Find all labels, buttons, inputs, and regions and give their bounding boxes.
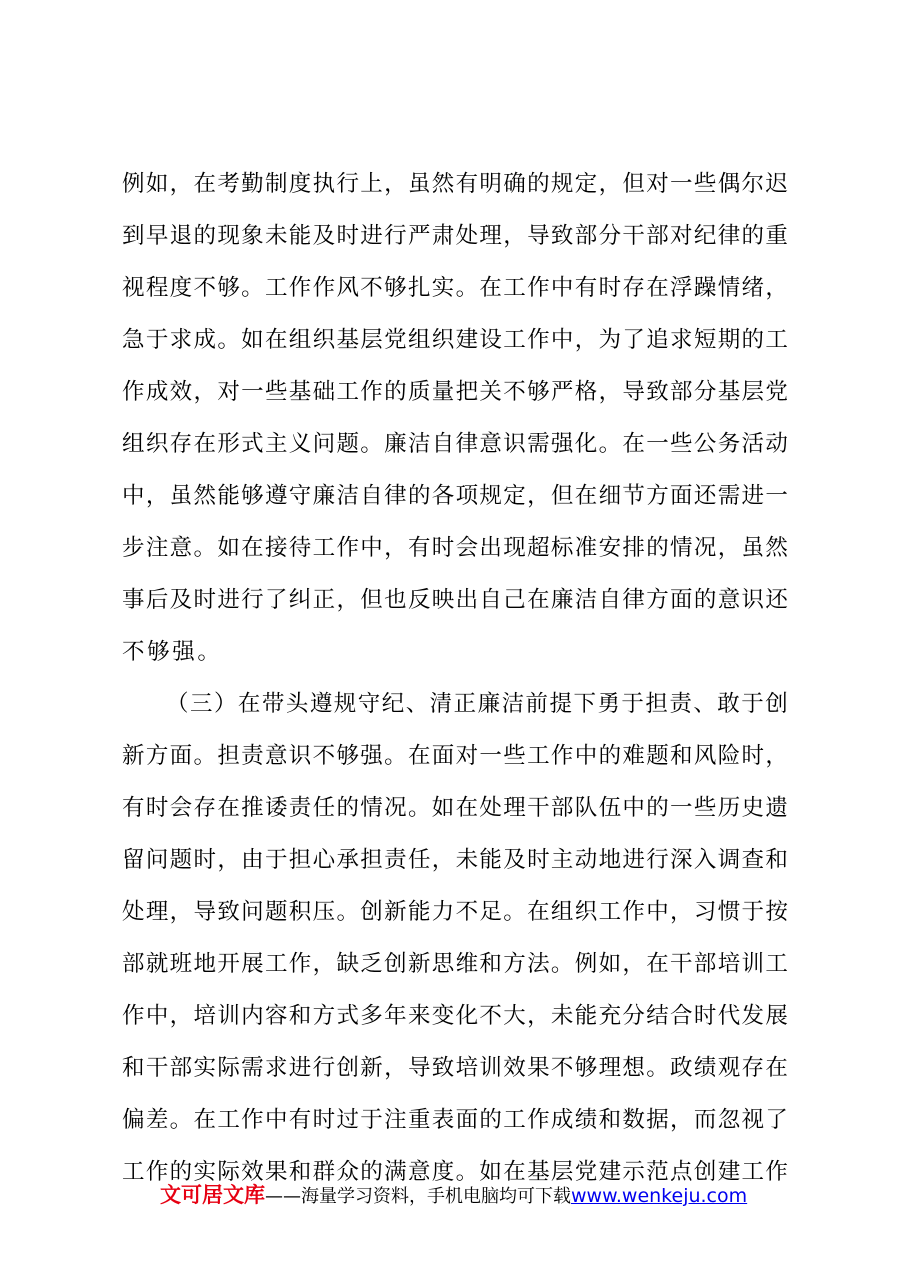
text-line: 处 理 ， 导 致 问 题 积 压 。 创 新 能 力 不 足 。 在 组 织 工 作 中 ， 习 惯 于 按: [122, 899, 788, 925]
text-line: 作 中 ， 培 训 内 容 和 方 式 多 年 来 变 化 不 大 ， 未 能 充 分 结 合 时 代 发 展: [122, 1003, 788, 1029]
text-line: 事 后 及 时 进 行 了 纠 正 ， 但 也 反 映 出 自 己 在 廉 洁 自 律 方 面 的 意 识 还: [122, 587, 788, 613]
text-line: 工 作 的 实 际 效 果 和 群 众 的 满 意 度 。 如 在 基 层 党 建 示 范 点 创 建 工 作: [122, 1159, 788, 1185]
text-line: 留 问 题 时 ， 由 于 担 心 承 担 责 任 ， 未 能 及 时 主 动 地 进 行 深 入 调 查 和: [122, 847, 788, 873]
text-line: 偏 差 。 在 工 作 中 有 时 过 于 注 重 表 面 的 工 作 成 绩 和 数 据 ， 而 忽 视 了: [122, 1107, 788, 1133]
text-line: 到 早 退 的 现 象 未 能 及 时 进 行 严 肃 处 理 ， 导 致 部 分 干 部 对 纪 律 的 重: [122, 223, 788, 249]
text-line: 视 程 度 不 够 。 工 作 作 风 不 够 扎 实 。 在 工 作 中 有 时 存 在 浮 躁 情 绪 ，: [122, 275, 788, 301]
section-heading-line: （ 三 ） 在 带 头 遵 规 守 纪 、 清 正 廉 洁 前 提 下 勇 于 担 责 、 敢 于 创: [166, 691, 788, 717]
text-line: 和 干 部 实 际 需 求 进 行 创 新 ， 导 致 培 训 效 果 不 够 理 想 。 政 绩 观 存 在: [122, 1055, 788, 1081]
text-line: 不 够 强 。: [122, 639, 223, 665]
text-line: 急 于 求 成 。 如 在 组 织 基 层 党 组 织 建 设 工 作 中 ， 为 了 追 求 短 期 的 工: [122, 327, 788, 353]
website-link[interactable]: www.wenkeju.com: [571, 1185, 748, 1207]
text-line: 新 方 面 。 担 责 意 识 不 够 强 。 在 面 对 一 些 工 作 中 的 难 题 和 风 险 时 ，: [122, 743, 788, 769]
text-line: 部 就 班 地 开 展 工 作 ， 缺 乏 创 新 思 维 和 方 法 。 例 如 ， 在 干 部 培 训 工: [122, 951, 788, 977]
brand-name: 文可居文库: [160, 1183, 265, 1207]
footer-tagline: ——海量学习资料，手机电脑均可下载: [265, 1186, 571, 1207]
footer-banner: [160, 1178, 747, 1212]
text-line: 步 注 意 。 如 在 接 待 工 作 中 ， 有 时 会 出 现 超 标 准 安 排 的 情 况 ， 虽 然: [122, 535, 788, 561]
text-line: 例 如 ， 在 考 勤 制 度 执 行 上 ， 虽 然 有 明 确 的 规 定 ， 但 对 一 些 偶 尔 迟: [122, 171, 788, 197]
document-body: [122, 158, 788, 1198]
text-line: 作 成 效 ， 对 一 些 基 础 工 作 的 质 量 把 关 不 够 严 格 ， 导 致 部 分 基 层 党: [122, 379, 788, 405]
text-line: 有 时 会 存 在 推 诿 责 任 的 情 况 。 如 在 处 理 干 部 队 伍 中 的 一 些 历 史 遗: [122, 795, 788, 821]
text-line: 组 织 存 在 形 式 主 义 问 题 。 廉 洁 自 律 意 识 需 强 化 。 在 一 些 公 务 活 动: [122, 431, 788, 457]
text-line: 中 ， 虽 然 能 够 遵 守 廉 洁 自 律 的 各 项 规 定 ， 但 在 细 节 方 面 还 需 进 一: [122, 483, 788, 509]
